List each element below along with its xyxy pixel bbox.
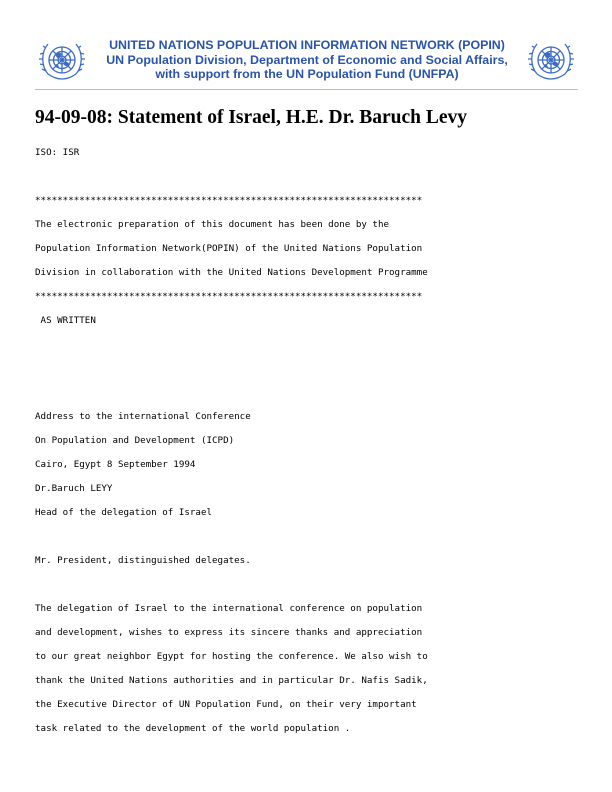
text-line: ********************************************************************** xyxy=(35,195,423,206)
text-line: thank the United Nations authorities and in particular Dr. Nafis Sadik, xyxy=(35,675,428,686)
text-line: the Executive Director of UN Population Fund, on their very important xyxy=(35,699,417,710)
text-line: AS WRITTEN xyxy=(35,315,96,326)
text-line: Address to the international Conference xyxy=(35,411,251,422)
blank-line xyxy=(35,528,595,552)
header-title-block xyxy=(92,38,522,82)
document-body xyxy=(35,144,595,744)
text-line: Population Information Network(POPIN) of the United Nations Population xyxy=(35,243,423,254)
text-line: Division in collaboration with the United Nations Development Programme xyxy=(35,267,428,278)
text-line: Cairo, Egypt 8 September 1994 xyxy=(35,459,196,470)
text-line: The electronic preparation of this document has been done by the xyxy=(35,219,390,230)
text-line: The delegation of Israel to the international conference on population xyxy=(35,603,423,614)
text-line: Mr. President, distinguished delegates. xyxy=(35,555,251,566)
text-line: and development, wishes to express its sincere thanks and appreciation xyxy=(35,627,423,638)
un-emblem-icon xyxy=(37,38,87,86)
text-line: Head of the delegation of Israel xyxy=(35,507,213,518)
text-line: task related to the development of the world population . xyxy=(35,723,351,734)
un-emblem-icon xyxy=(526,38,576,86)
header-divider xyxy=(35,89,578,90)
text-line: ********************************************************************** xyxy=(35,291,423,302)
header-line-1: UNITED NATIONS POPULATION INFORMATION NETWORK (POPIN) xyxy=(109,38,505,52)
blank-line xyxy=(35,168,595,192)
blank-line xyxy=(35,360,595,384)
header-line-3: with support from the UN Population Fund (UNFPA) xyxy=(155,67,459,81)
blank-line xyxy=(35,384,595,408)
header-line-2: UN Population Division, Department of Economic and Social Affairs, xyxy=(106,52,508,67)
blank-line xyxy=(35,336,595,360)
text-line: ISO: ISR xyxy=(35,147,80,158)
text-line: to our great neighbor Egypt for hosting the conference. We also wish to xyxy=(35,651,428,662)
page-header xyxy=(0,0,612,92)
text-line: Dr.Baruch LEYY xyxy=(35,483,113,494)
text-line: On Population and Development (ICPD) xyxy=(35,435,235,446)
blank-line xyxy=(35,576,595,600)
document-title: 94-09-08: Statement of Israel, H.E. Dr. Baruch Levy xyxy=(35,107,468,128)
